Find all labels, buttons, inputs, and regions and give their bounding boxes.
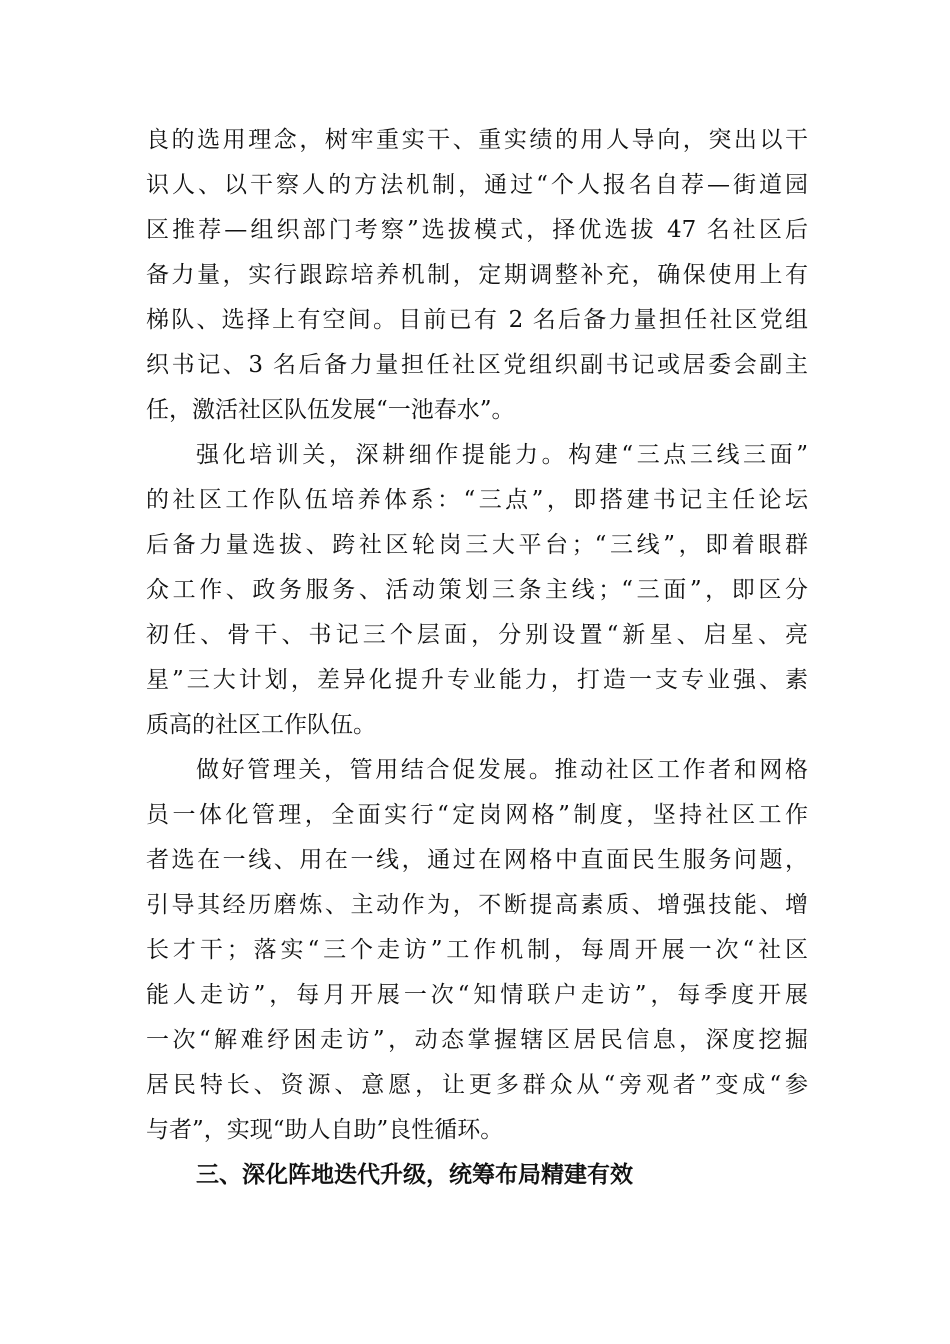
paragraph-1-line-2: 识人、以干察人的方法机制，通过“个人报名自荐—街道园 [146, 172, 808, 198]
paragraph-2-line-1: 强化培训关，深耕细作提能力。构建“三点三线三面” [196, 442, 808, 468]
paragraph-3-line-6: 能人走访”，每月开展一次“知情联户走访”，每季度开展 [146, 982, 808, 1008]
paragraph-3-line-1: 做好管理关，管用结合促发展。推动社区工作者和网格 [196, 757, 808, 783]
section-heading: 三、深化阵地迭代升级，统筹布局精建有效 [196, 1162, 633, 1188]
paragraph-3-line-3: 者选在一线、用在一线，通过在网格中直面民生服务问题， [146, 847, 808, 873]
paragraph-1-line-1: 良的选用理念，树牢重实干、重实绩的用人导向，突出以干 [146, 127, 808, 153]
paragraph-2-line-2: 的社区工作队伍培养体系：“三点”，即搭建书记主任论坛 [146, 487, 808, 513]
paragraph-3-line-2: 员一体化管理，全面实行“定岗网格”制度，坚持社区工作 [146, 802, 808, 828]
paragraph-1-line-5: 梯队、选择上有空间。目前已有 2 名后备力量担任社区党组 [146, 307, 808, 333]
paragraph-1-line-3: 区推荐—组织部门考察”选拔模式，择优选拔 47 名社区后 [146, 217, 808, 243]
paragraph-2-line-7: 质高的社区工作队伍。 [146, 712, 376, 738]
paragraph-3-line-5: 长才干；落实“三个走访”工作机制，每周开展一次“社区 [146, 937, 808, 963]
paragraph-2-line-6: 星”三大计划，差异化提升专业能力，打造一支专业强、素 [146, 667, 808, 693]
paragraph-2-line-4: 众工作、政务服务、活动策划三条主线；“三面”，即区分 [146, 577, 808, 603]
paragraph-1-line-7: 任，激活社区队伍发展“一池春水”。 [146, 397, 515, 423]
paragraph-2-line-3: 后备力量选拔、跨社区轮岗三大平台；“三线”，即着眼群 [146, 532, 808, 558]
paragraph-1-line-6: 织书记、3 名后备力量担任社区党组织副书记或居委会副主 [146, 352, 808, 378]
paragraph-3-line-9: 与者”，实现“助人自助”良性循环。 [146, 1117, 504, 1143]
paragraph-3-line-8: 居民特长、资源、意愿，让更多群众从“旁观者”变成“参 [146, 1072, 808, 1098]
paragraph-2-line-5: 初任、骨干、书记三个层面，分别设置“新星、启星、亮 [146, 622, 808, 648]
paragraph-3-line-7: 一次“解难纾困走访”，动态掌握辖区居民信息，深度挖掘 [146, 1027, 808, 1053]
paragraph-1-line-4: 备力量，实行跟踪培养机制，定期调整补充，确保使用上有 [146, 262, 808, 288]
paragraph-3-line-4: 引导其经历磨炼、主动作为，不断提高素质、增强技能、增 [146, 892, 808, 918]
